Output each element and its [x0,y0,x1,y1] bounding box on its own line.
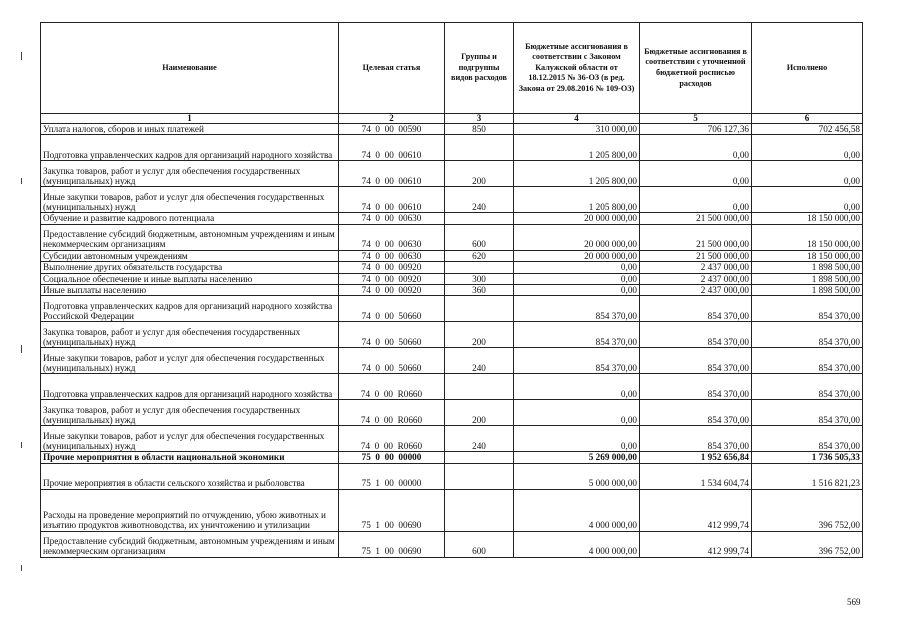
row-expense-group: 240 [445,348,514,374]
row-refined-allocation: 0,00 [640,161,752,187]
row-expense-group: 300 [445,273,514,284]
row-expense-group: 850 [445,124,514,135]
table-row [41,296,863,322]
row-expense-group [445,463,514,489]
row-name: Иные закупки товаров, работ и услуг для обеспечения государственных (муниципальных) нужд [41,426,339,452]
row-expense-group: 240 [445,187,514,213]
column-number: 1 [41,114,339,124]
row-law-allocation: 854 370,00 [514,296,640,322]
row-name: Прочие мероприятия в области сельского хозяйства и рыболовства [41,463,339,489]
row-name: Подготовка управленческих кадров для организаций народного хозяйства [41,135,339,161]
row-executed: 0,00 [752,161,863,187]
row-refined-allocation: 854 370,00 [640,296,752,322]
row-executed: 396 752,00 [752,531,863,557]
row-law-allocation: 20 000 000,00 [514,224,640,250]
row-expense-group [445,135,514,161]
row-refined-allocation: 0,00 [640,135,752,161]
row-refined-allocation: 2 437 000,00 [640,273,752,284]
row-refined-allocation: 412 999,74 [640,531,752,557]
row-target-article: 74 0 00 50660 [339,322,445,348]
table-header-row [41,23,863,114]
row-law-allocation: 5 269 000,00 [514,452,640,463]
row-law-allocation: 0,00 [514,273,640,284]
row-executed: 854 370,00 [752,400,863,426]
table-row [41,213,863,224]
row-expense-group [445,489,514,531]
row-refined-allocation: 706 127,36 [640,124,752,135]
row-executed: 1 516 821,23 [752,463,863,489]
row-name: Закупка товаров, работ и услуг для обеспечения государственных (муниципальных) нужд [41,161,339,187]
row-expense-group [445,296,514,322]
row-expense-group [445,213,514,224]
table-row [41,187,863,213]
header-name: Наименование [41,23,339,114]
row-target-article: 74 0 00 00920 [339,262,445,273]
table-row [41,348,863,374]
row-name: Предоставление субсидий бюджетным, автономным учреждениям и иным некоммерческим организациям [41,224,339,250]
row-target-article: 74 0 00 50660 [339,348,445,374]
row-name: Расходы на проведение мероприятий по отчуждению, убою животных и изъятию продуктов животноводства, их уничтожению и утилизации [41,489,339,531]
row-executed: 18 150 000,00 [752,213,863,224]
header-law-allocations: Бюджетные ассигнования в соответствии с Законом Калужской области от 18.12.2015 № 36-ОЗ (в ред. Закона от 29.08.2016 № 109-ОЗ) [514,23,640,114]
row-expense-group: 200 [445,161,514,187]
row-target-article: 75 1 00 00000 [339,463,445,489]
row-target-article: 74 0 00 00610 [339,135,445,161]
row-law-allocation: 20 000 000,00 [514,213,640,224]
row-target-article: 74 0 00 00610 [339,187,445,213]
row-expense-group: 600 [445,224,514,250]
header-executed: Исполнено [752,23,863,114]
row-law-allocation: 0,00 [514,426,640,452]
row-name: Подготовка управленческих кадров для организаций народного хозяйства Российской Федерации [41,296,339,322]
row-executed: 0,00 [752,187,863,213]
row-law-allocation: 1 205 800,00 [514,187,640,213]
table-row [41,400,863,426]
table-row [41,135,863,161]
table-row [41,224,863,250]
binding-margin-marks [21,0,23,640]
page-number: 569 [847,597,861,607]
row-refined-allocation: 21 500 000,00 [640,250,752,261]
row-target-article: 74 0 00 R0660 [339,374,445,400]
row-executed: 854 370,00 [752,374,863,400]
header-refined-allocations: Бюджетные ассигнования в соответствии с уточненной бюджетной росписью расходов [640,23,752,114]
row-name: Субсидии автономным учреждениям [41,250,339,261]
row-refined-allocation: 21 500 000,00 [640,224,752,250]
row-executed: 396 752,00 [752,489,863,531]
column-numbers-row [41,114,863,124]
row-executed: 702 456,58 [752,124,863,135]
row-executed: 854 370,00 [752,426,863,452]
row-target-article: 75 1 00 00690 [339,489,445,531]
row-name: Обучение и развитие кадрового потенциала [41,213,339,224]
row-expense-group: 200 [445,400,514,426]
row-executed: 0,00 [752,135,863,161]
row-law-allocation: 854 370,00 [514,348,640,374]
row-law-allocation: 310 000,00 [514,124,640,135]
row-refined-allocation: 21 500 000,00 [640,213,752,224]
row-refined-allocation: 854 370,00 [640,374,752,400]
row-target-article: 74 0 00 50660 [339,296,445,322]
column-number: 4 [514,114,640,124]
row-target-article: 74 0 00 00920 [339,273,445,284]
row-law-allocation: 20 000 000,00 [514,250,640,261]
row-refined-allocation: 854 370,00 [640,400,752,426]
row-refined-allocation: 412 999,74 [640,489,752,531]
row-refined-allocation: 2 437 000,00 [640,285,752,296]
table-row [41,285,863,296]
row-refined-allocation: 854 370,00 [640,348,752,374]
row-name: Подготовка управленческих кадров для организаций народного хозяйства [41,374,339,400]
row-executed: 1 736 505,33 [752,452,863,463]
row-target-article: 74 0 00 00920 [339,285,445,296]
row-executed: 1 898 500,00 [752,285,863,296]
row-law-allocation: 1 205 800,00 [514,135,640,161]
row-executed: 1 898 500,00 [752,262,863,273]
row-refined-allocation: 0,00 [640,187,752,213]
row-name: Уплата налогов, сборов и иных платежей [41,124,339,135]
table-row [41,489,863,531]
row-target-article: 74 0 00 00610 [339,161,445,187]
row-law-allocation: 0,00 [514,374,640,400]
row-expense-group: 200 [445,322,514,348]
row-refined-allocation: 854 370,00 [640,426,752,452]
table-row [41,426,863,452]
column-number: 3 [445,114,514,124]
row-executed: 854 370,00 [752,348,863,374]
row-target-article: 74 0 00 00590 [339,124,445,135]
row-executed: 18 150 000,00 [752,250,863,261]
row-name: Закупка товаров, работ и услуг для обеспечения государственных (муниципальных) нужд [41,400,339,426]
column-number: 5 [640,114,752,124]
row-expense-group: 360 [445,285,514,296]
row-refined-allocation: 1 534 604,74 [640,463,752,489]
row-law-allocation: 0,00 [514,285,640,296]
budget-table [40,22,863,558]
row-target-article: 74 0 00 00630 [339,250,445,261]
table-row [41,262,863,273]
row-law-allocation: 4 000 000,00 [514,489,640,531]
row-target-article: 75 0 00 00000 [339,452,445,463]
row-law-allocation: 0,00 [514,400,640,426]
row-name: Выполнение других обязательств государства [41,262,339,273]
row-name: Иные закупки товаров, работ и услуг для обеспечения государственных (муниципальных) нужд [41,348,339,374]
row-refined-allocation: 2 437 000,00 [640,262,752,273]
row-expense-group [445,262,514,273]
table-row [41,374,863,400]
row-refined-allocation: 1 952 656,84 [640,452,752,463]
table-row [41,161,863,187]
row-refined-allocation: 854 370,00 [640,322,752,348]
header-expense-groups: Группы и подгруппы видов расходов [445,23,514,114]
row-name: Социальное обеспечение и иные выплаты населению [41,273,339,284]
row-law-allocation: 5 000 000,00 [514,463,640,489]
row-law-allocation: 854 370,00 [514,322,640,348]
row-target-article: 74 0 00 R0660 [339,400,445,426]
row-name: Иные выплаты населению [41,285,339,296]
header-target-article: Целевая статья [339,23,445,114]
row-executed: 1 898 500,00 [752,273,863,284]
row-target-article: 74 0 00 R0660 [339,426,445,452]
row-expense-group: 600 [445,531,514,557]
column-number: 2 [339,114,445,124]
row-expense-group: 240 [445,426,514,452]
table-row [41,124,863,135]
table-row [41,463,863,489]
table-row [41,322,863,348]
table-row [41,531,863,557]
row-executed: 854 370,00 [752,296,863,322]
row-expense-group: 620 [445,250,514,261]
row-executed: 854 370,00 [752,322,863,348]
row-expense-group [445,374,514,400]
row-target-article: 74 0 00 00630 [339,224,445,250]
row-law-allocation: 1 205 800,00 [514,161,640,187]
row-name: Прочие мероприятия в области национальной экономики [41,452,339,463]
row-target-article: 75 1 00 00690 [339,531,445,557]
column-number: 6 [752,114,863,124]
row-name: Предоставление субсидий бюджетным, автономным учреждениям и иным некоммерческим организациям [41,531,339,557]
row-law-allocation: 4 000 000,00 [514,531,640,557]
row-name: Иные закупки товаров, работ и услуг для обеспечения государственных (муниципальных) нужд [41,187,339,213]
row-executed: 18 150 000,00 [752,224,863,250]
table-row [41,452,863,463]
row-name: Закупка товаров, работ и услуг для обеспечения государственных (муниципальных) нужд [41,322,339,348]
row-expense-group [445,452,514,463]
row-target-article: 74 0 00 00630 [339,213,445,224]
row-law-allocation: 0,00 [514,262,640,273]
table-row [41,273,863,284]
table-row [41,250,863,261]
